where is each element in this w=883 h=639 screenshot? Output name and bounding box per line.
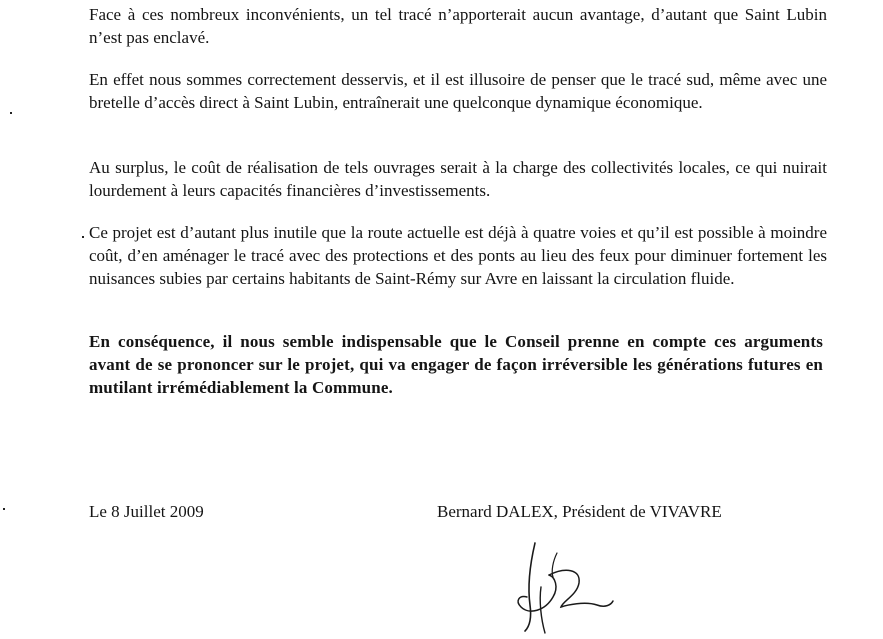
paragraph-conclusion: En conséquence, il nous semble indispensable que le Conseil prenne en compte ces arguments avant de se prononcer sur le projet, qui va engager de façon irréversible les générations futures en mutilant irrémédiablement la Commune.: [89, 332, 823, 397]
scan-speck: [3, 508, 5, 510]
paragraph-inconvenients: Face à ces nombreux inconvénients, un tel tracé n’apporterait aucun avantage, d’autant que Saint Lubin n’est pas enclavé.: [89, 5, 827, 47]
handwritten-signature: [505, 535, 615, 635]
paragraph-cout: Au surplus, le coût de réalisation de tels ouvrages serait à la charge des collectivités locales, ce qui nuirait lourdement à leurs capacités financières d’investissements.: [89, 158, 827, 200]
scan-speck: [10, 112, 12, 114]
scan-speck: [82, 236, 84, 238]
paragraph-projet-inutile: Ce projet est d’autant plus inutile que la route actuelle est déjà à quatre voies et qu’il est possible à moindre coût, d’en aménager le tracé avec des protections et des ponts au lieu des feux pour diminuer fortement les nuisances subies par certains habitants de Saint-Rémy sur Avre en laissant la circulation fluide.: [89, 223, 827, 288]
paragraph-desserte: En effet nous sommes correctement desservis, et il est illusoire de penser que le tracé sud, même avec une bretelle d’accès direct à Saint Lubin, entraînerait une quelconque dynamique économique.: [89, 70, 827, 112]
letter-date: Le 8 Juillet 2009: [89, 502, 204, 521]
signatory-line: Bernard DALEX, Président de VIVAVRE: [437, 502, 722, 521]
